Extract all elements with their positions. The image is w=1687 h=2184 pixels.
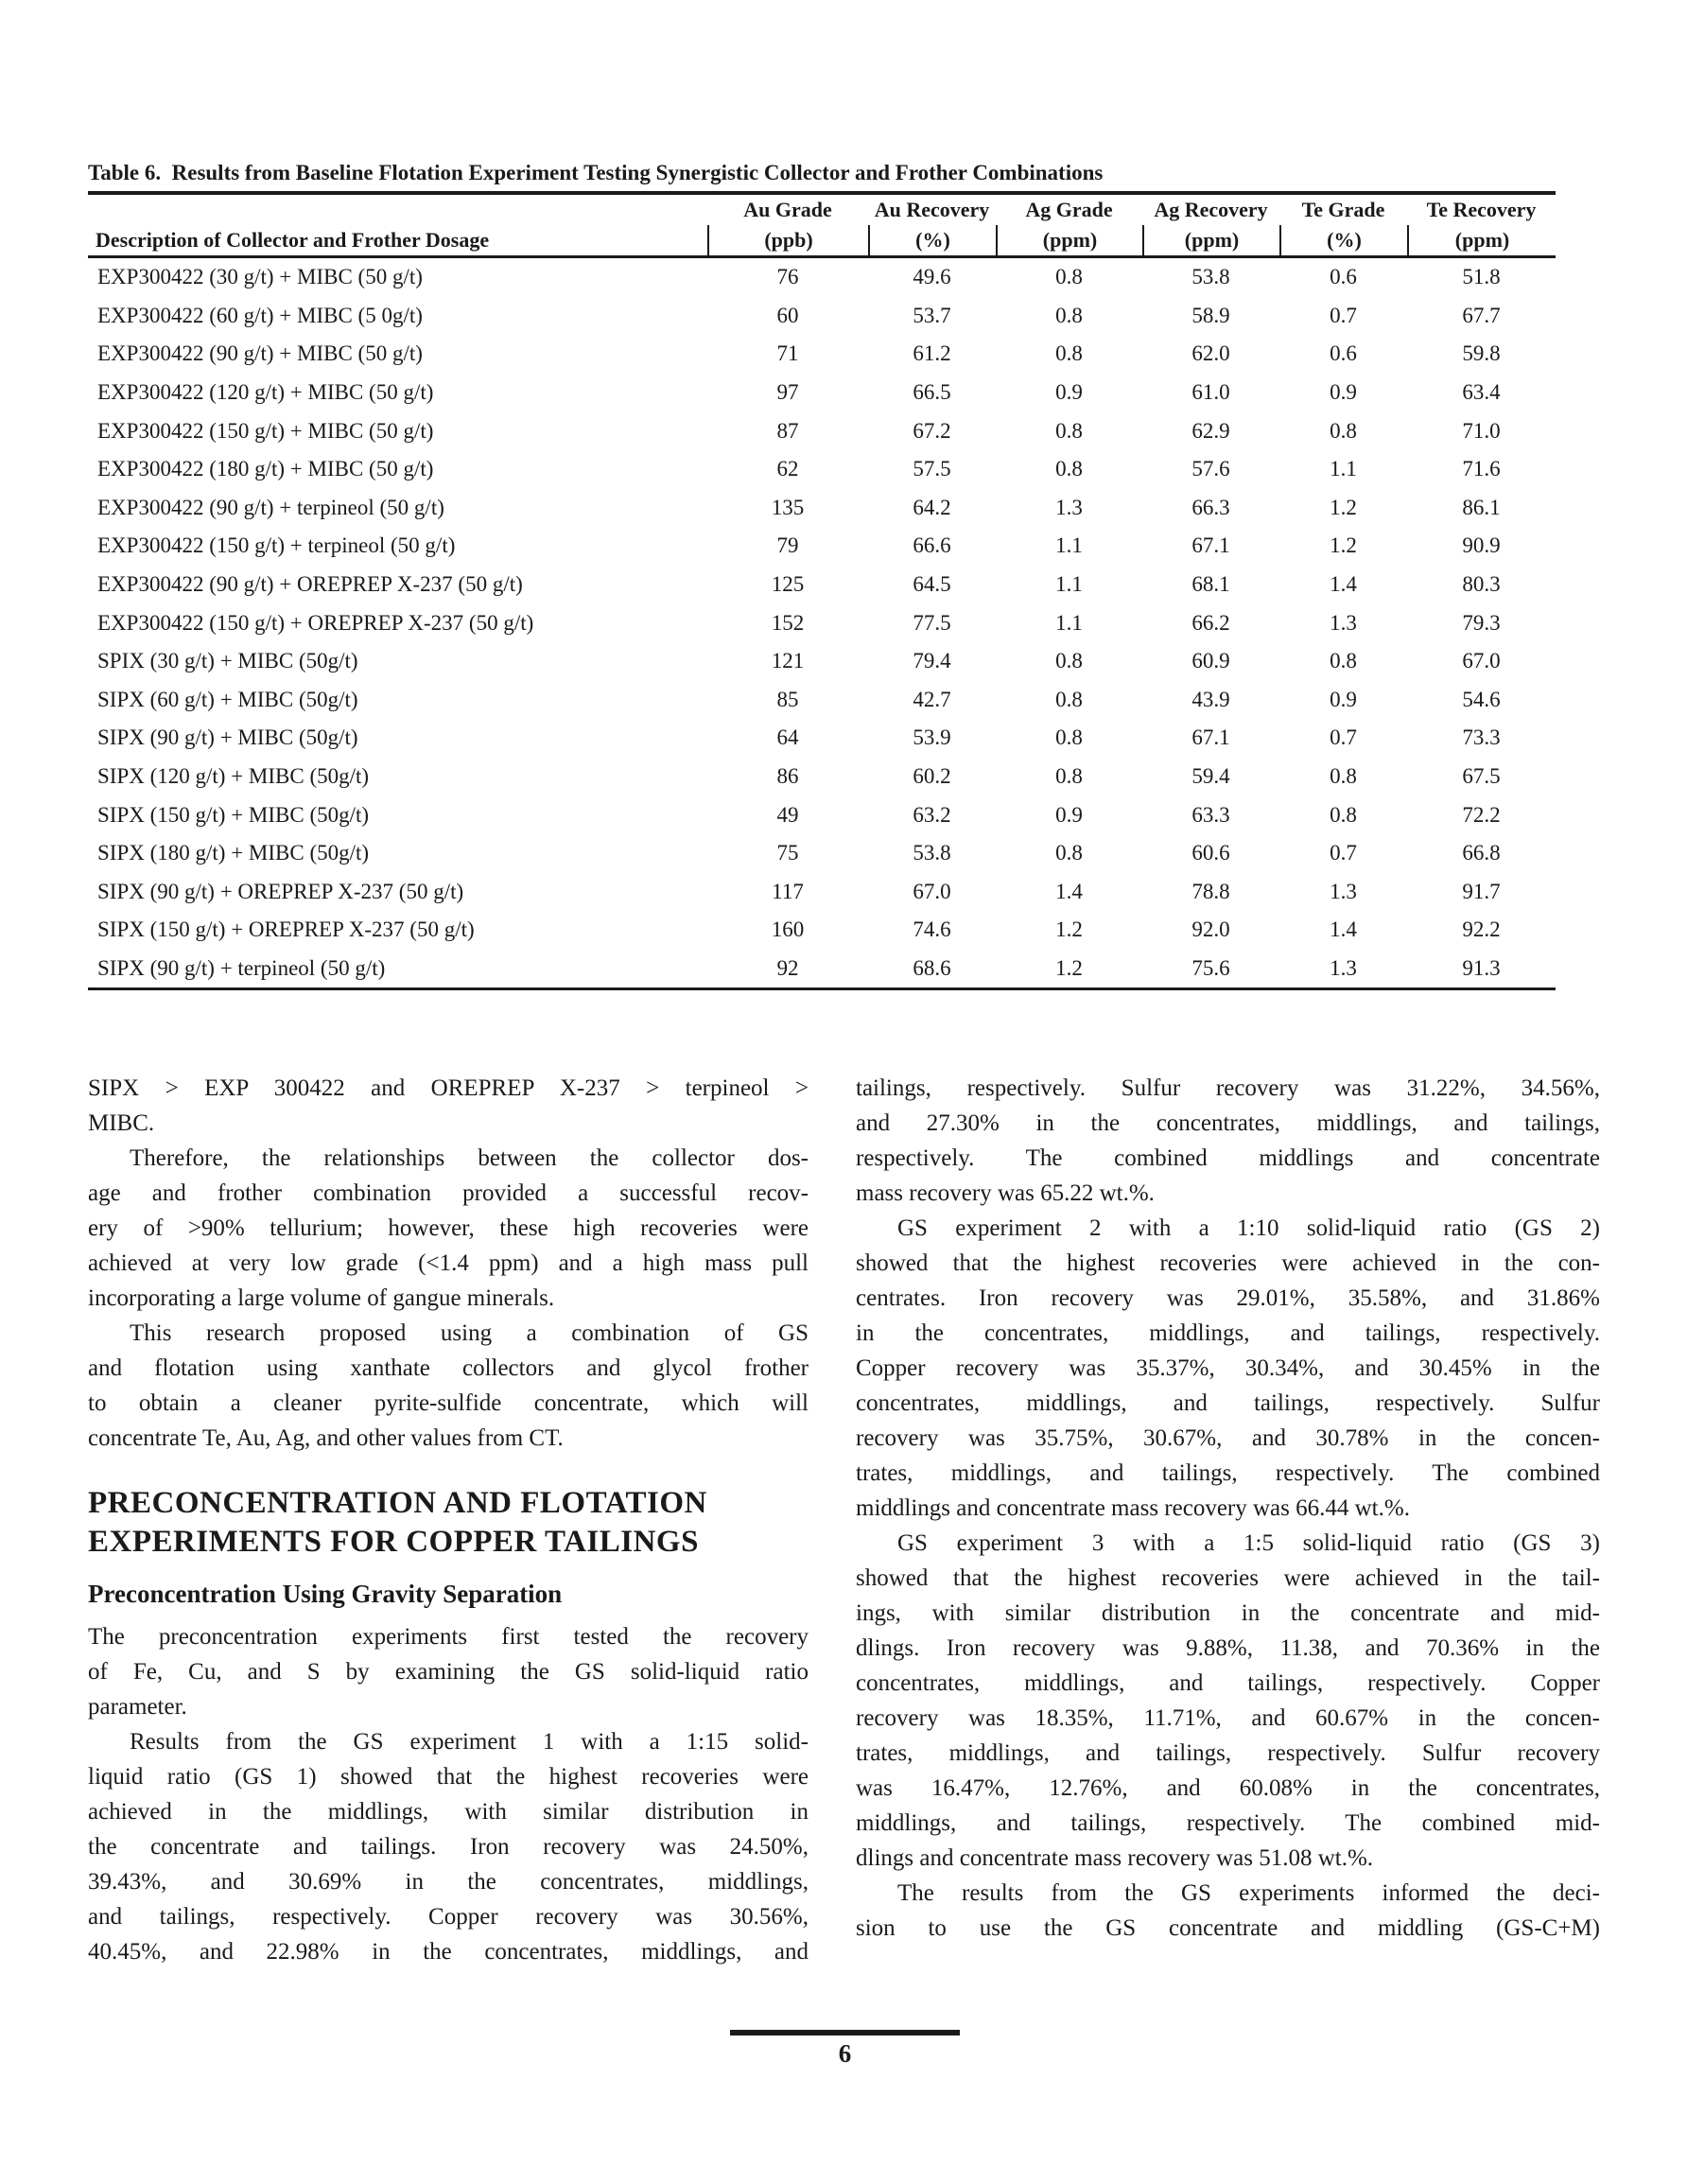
row-value: 67.2 xyxy=(913,418,951,443)
row-value: 125 xyxy=(771,572,805,597)
row-value: 0.8 xyxy=(1055,649,1083,673)
row-value: 68.6 xyxy=(913,955,951,980)
row-value: 91.7 xyxy=(1462,879,1501,903)
row-value: 61.2 xyxy=(913,341,951,366)
paragraph-line: showed that the highest recoveries were achieved in the con- xyxy=(856,1250,1600,1276)
row-value: 1.2 xyxy=(1330,495,1357,519)
table-row xyxy=(88,527,1556,566)
row-value: 0.7 xyxy=(1330,841,1357,865)
column-header-ag-grade: Ag Grade xyxy=(1025,198,1113,221)
row-value: 79.3 xyxy=(1462,610,1501,635)
row-value: 67.1 xyxy=(1191,725,1230,750)
row-value: 62.9 xyxy=(1191,418,1230,443)
paragraph-line: showed that the highest recoveries were achieved in the tail- xyxy=(856,1565,1600,1591)
row-value: 66.6 xyxy=(913,533,951,558)
row-value: 73.3 xyxy=(1462,725,1501,750)
row-description: SIPX (120 g/t) + MIBC (50g/t) xyxy=(97,764,370,789)
row-value: 43.9 xyxy=(1191,687,1230,711)
row-description: EXP300422 (150 g/t) + OREPREP X-237 (50 g/t) xyxy=(97,610,534,635)
row-value: 66.2 xyxy=(1191,610,1230,635)
row-description: EXP300422 (150 g/t) + MIBC (50 g/t) xyxy=(97,418,434,443)
row-value: 117 xyxy=(772,879,804,903)
paragraph-line: middlings and concentrate mass recovery was 66.44 wt.%. xyxy=(856,1495,1410,1521)
paragraph-line: SIPX > EXP 300422 and OREPREP X-237 > terpineol > xyxy=(88,1075,809,1101)
row-value: 54.6 xyxy=(1462,687,1501,711)
row-value: 0.9 xyxy=(1055,380,1083,405)
row-description: EXP300422 (30 g/t) + MIBC (50 g/t) xyxy=(97,265,423,289)
row-value: 67.0 xyxy=(1462,649,1501,673)
row-value: 53.8 xyxy=(1191,265,1230,289)
row-value: 74.6 xyxy=(913,917,951,942)
row-value: 68.1 xyxy=(1191,572,1230,597)
row-value: 0.8 xyxy=(1055,687,1083,711)
row-value: 49 xyxy=(776,802,799,827)
section-heading xyxy=(88,1484,809,1562)
row-description: SPIX (30 g/t) + MIBC (50g/t) xyxy=(97,649,358,673)
column-header-te-grade: Te Grade xyxy=(1301,198,1385,221)
table-header xyxy=(88,195,1556,258)
body-left-column xyxy=(88,1071,809,1969)
row-value: 66.8 xyxy=(1462,841,1501,865)
row-value: 57.6 xyxy=(1191,457,1230,481)
paragraph-line: ery of >90% tellurium; however, these high recoveries were xyxy=(88,1215,809,1241)
paragraph-line: and 27.30% in the concentrates, middlings, and tailings, xyxy=(856,1110,1600,1136)
row-description: EXP300422 (90 g/t) + MIBC (50 g/t) xyxy=(97,341,423,366)
heading-line: Preconcentration Using Gravity Separation xyxy=(88,1580,563,1608)
row-value: 0.8 xyxy=(1055,418,1083,443)
row-value: 86 xyxy=(776,764,799,789)
row-description: SIPX (180 g/t) + MIBC (50g/t) xyxy=(97,841,370,865)
row-value: 1.1 xyxy=(1055,533,1083,558)
row-value: 1.1 xyxy=(1055,610,1083,635)
row-description: EXP300422 (120 g/t) + MIBC (50 g/t) xyxy=(97,380,434,405)
row-value: 0.8 xyxy=(1330,764,1357,789)
row-value: 63.3 xyxy=(1191,802,1230,827)
row-value: 71.0 xyxy=(1462,418,1501,443)
row-value: 67.5 xyxy=(1462,764,1501,789)
row-value: 67.0 xyxy=(913,879,951,903)
column-unit-te-recovery: (ppm) xyxy=(1407,225,1556,255)
row-value: 78.8 xyxy=(1191,879,1230,903)
footer-rule xyxy=(730,2030,960,2035)
row-value: 121 xyxy=(771,649,805,673)
table-row xyxy=(88,642,1556,681)
row-value: 1.1 xyxy=(1055,572,1083,597)
paragraph xyxy=(856,1526,1600,1876)
row-value: 51.8 xyxy=(1462,265,1501,289)
paragraph-line: tailings, respectively. Sulfur recovery was 31.22%, 34.56%, xyxy=(856,1075,1600,1101)
paragraph-line: Therefore, the relationships between the collector dos- xyxy=(130,1145,809,1171)
paragraph-line: liquid ratio (GS 1) showed that the highest recoveries were xyxy=(88,1764,809,1790)
row-value: 135 xyxy=(771,495,805,519)
row-description: SIPX (150 g/t) + OREPREP X-237 (50 g/t) xyxy=(97,917,475,942)
row-value: 0.8 xyxy=(1330,649,1357,673)
row-description: SIPX (60 g/t) + MIBC (50g/t) xyxy=(97,687,358,711)
paragraph-line: achieved in the middlings, with similar distribution in xyxy=(88,1799,809,1825)
page-number: 6 xyxy=(838,2039,852,2068)
column-unit-te-grade: (%) xyxy=(1279,225,1407,255)
row-value: 76 xyxy=(776,265,799,289)
table-row xyxy=(88,411,1556,450)
row-value: 62 xyxy=(776,457,799,481)
table-row xyxy=(88,681,1556,720)
row-value: 0.8 xyxy=(1330,418,1357,443)
column-header-au-recovery: Au Recovery xyxy=(874,198,990,221)
paragraph xyxy=(856,1876,1600,1946)
row-description: SIPX (90 g/t) + MIBC (50g/t) xyxy=(97,725,358,750)
table-row xyxy=(88,719,1556,758)
paragraph-line: recovery was 35.75%, 30.67%, and 30.78% in the concen- xyxy=(856,1425,1600,1451)
paragraph-line: age and frother combination provided a successful recov- xyxy=(88,1180,809,1206)
row-value: 92 xyxy=(776,955,799,980)
row-description: SIPX (90 g/t) + terpineol (50 g/t) xyxy=(97,955,386,980)
row-value: 60.2 xyxy=(913,764,951,789)
paragraph xyxy=(88,1071,809,1141)
paragraph-line: achieved at very low grade (<1.4 ppm) and a high mass pull xyxy=(88,1250,809,1276)
row-value: 53.9 xyxy=(913,725,951,750)
table-row xyxy=(88,758,1556,796)
paragraph-line: and flotation using xanthate collectors and glycol frother xyxy=(88,1355,809,1381)
row-value: 0.8 xyxy=(1055,341,1083,366)
row-value: 77.5 xyxy=(913,610,951,635)
row-value: 53.8 xyxy=(913,841,951,865)
table-row xyxy=(88,873,1556,912)
paragraph-line: respectively. The combined middlings and concentrate xyxy=(856,1145,1600,1171)
paragraph-line: Results from the GS experiment 1 with a 1:15 solid- xyxy=(130,1729,809,1755)
paragraph-line: to obtain a cleaner pyrite-sulfide concentrate, which will xyxy=(88,1390,809,1416)
paragraph-line: 40.45%, and 22.98% in the concentrates, middlings, and xyxy=(88,1939,809,1965)
paragraph-line: parameter. xyxy=(88,1694,187,1720)
paragraph xyxy=(88,1316,809,1456)
row-value: 0.9 xyxy=(1055,802,1083,827)
row-description: EXP300422 (90 g/t) + terpineol (50 g/t) xyxy=(97,495,444,519)
row-value: 79 xyxy=(776,533,799,558)
row-value: 0.6 xyxy=(1330,265,1357,289)
row-value: 1.3 xyxy=(1055,495,1083,519)
row-value: 91.3 xyxy=(1462,955,1501,980)
table-row xyxy=(88,603,1556,642)
paragraph xyxy=(856,1211,1600,1526)
row-value: 1.4 xyxy=(1330,917,1357,942)
row-value: 62.0 xyxy=(1191,341,1230,366)
column-unit-ag-recovery: (ppm) xyxy=(1142,225,1279,255)
table-row xyxy=(88,335,1556,374)
paragraph-line: trates, middlings, and tailings, respectively. The combined xyxy=(856,1460,1600,1486)
row-description: SIPX (90 g/t) + OREPREP X-237 (50 g/t) xyxy=(97,879,464,903)
row-description: EXP300422 (150 g/t) + terpineol (50 g/t) xyxy=(97,533,456,558)
paragraph-line: MIBC. xyxy=(88,1110,155,1136)
paragraph-line: ings, with similar distribution in the concentrate and mid- xyxy=(856,1600,1600,1626)
paragraph-line: in the concentrates, middlings, and tailings, respectively. xyxy=(856,1320,1600,1346)
table-row xyxy=(88,834,1556,873)
paragraph-line: concentrate Te, Au, Ag, and other values from CT. xyxy=(88,1425,564,1451)
row-value: 79.4 xyxy=(913,649,951,673)
paragraph-line: concentrates, middlings, and tailings, respectively. Copper xyxy=(856,1670,1600,1696)
row-value: 1.2 xyxy=(1330,533,1357,558)
paragraph-line: mass recovery was 65.22 wt.%. xyxy=(856,1180,1155,1206)
row-value: 67.1 xyxy=(1191,533,1230,558)
row-value: 64.5 xyxy=(913,572,951,597)
heading-line: PRECONCENTRATION AND FLOTATION xyxy=(88,1486,707,1520)
row-value: 92.2 xyxy=(1462,917,1501,942)
row-value: 61.0 xyxy=(1191,380,1230,405)
table-row xyxy=(88,795,1556,834)
paragraph xyxy=(88,1724,809,1969)
paragraph-line: GS experiment 2 with a 1:10 solid-liquid ratio (GS 2) xyxy=(897,1215,1600,1241)
column-unit-au-grade: (ppb) xyxy=(707,225,868,255)
row-value: 64.2 xyxy=(913,495,951,519)
row-value: 57.5 xyxy=(913,457,951,481)
row-value: 0.9 xyxy=(1330,687,1357,711)
row-value: 0.8 xyxy=(1055,725,1083,750)
column-header-te-recovery: Te Recovery xyxy=(1426,198,1537,221)
row-value: 53.7 xyxy=(913,303,951,327)
row-value: 0.8 xyxy=(1055,764,1083,789)
table-row xyxy=(88,566,1556,604)
row-value: 1.2 xyxy=(1055,917,1083,942)
paragraph xyxy=(88,1141,809,1316)
row-description: SIPX (150 g/t) + MIBC (50g/t) xyxy=(97,802,370,827)
row-value: 87 xyxy=(776,418,799,443)
table-title: Table 6. Results from Baseline Flotation Experiment Testing Synergistic Collector and Frother Combinations xyxy=(88,157,1556,195)
table-row xyxy=(88,950,1556,988)
row-value: 0.8 xyxy=(1055,265,1083,289)
row-value: 0.7 xyxy=(1330,725,1357,750)
row-value: 60.9 xyxy=(1191,649,1230,673)
row-value: 92.0 xyxy=(1191,917,1230,942)
row-value: 0.8 xyxy=(1055,457,1083,481)
paragraph-line: trates, middlings, and tailings, respectively. Sulfur recovery xyxy=(856,1740,1600,1766)
row-value: 66.3 xyxy=(1191,495,1230,519)
row-value: 75 xyxy=(776,841,799,865)
row-value: 1.1 xyxy=(1330,457,1357,481)
row-value: 66.5 xyxy=(913,380,951,405)
paragraph xyxy=(856,1071,1600,1211)
row-value: 59.8 xyxy=(1462,341,1501,366)
row-value: 63.2 xyxy=(913,802,951,827)
row-value: 71.6 xyxy=(1462,457,1501,481)
row-value: 1.2 xyxy=(1055,955,1083,980)
paragraph-line: was 16.47%, 12.76%, and 60.08% in the concentrates, xyxy=(856,1775,1600,1801)
row-value: 0.8 xyxy=(1055,303,1083,327)
table-row xyxy=(88,911,1556,950)
column-unit-au-recovery: (%) xyxy=(868,225,996,255)
row-value: 59.4 xyxy=(1191,764,1230,789)
row-value: 1.4 xyxy=(1055,879,1083,903)
subsection-heading xyxy=(88,1577,809,1612)
paragraph-line: recovery was 18.35%, 11.71%, and 60.67% in the concen- xyxy=(856,1705,1600,1731)
row-value: 63.4 xyxy=(1462,380,1501,405)
paragraph-line: dlings and concentrate mass recovery was 51.08 wt.%. xyxy=(856,1845,1374,1871)
paragraph-line: centrates. Iron recovery was 29.01%, 35.58%, and 31.86% xyxy=(856,1285,1600,1311)
row-value: 80.3 xyxy=(1462,572,1501,597)
row-value: 1.3 xyxy=(1330,955,1357,980)
column-header-au-grade: Au Grade xyxy=(743,198,832,221)
paragraph-line: GS experiment 3 with a 1:5 solid-liquid ratio (GS 3) xyxy=(897,1530,1600,1556)
row-value: 42.7 xyxy=(913,687,951,711)
body-right-column xyxy=(856,1071,1600,1946)
row-value: 86.1 xyxy=(1462,495,1501,519)
row-description: EXP300422 (60 g/t) + MIBC (5 0g/t) xyxy=(97,303,423,327)
row-value: 58.9 xyxy=(1191,303,1230,327)
row-value: 97 xyxy=(776,380,799,405)
row-description: EXP300422 (90 g/t) + OREPREP X-237 (50 g/t) xyxy=(97,572,523,597)
column-header-description-spacer xyxy=(88,195,707,225)
row-value: 160 xyxy=(771,917,805,942)
heading-line: EXPERIMENTS FOR COPPER TAILINGS xyxy=(88,1525,699,1559)
column-unit-ag-grade: (ppm) xyxy=(996,225,1142,255)
results-table xyxy=(88,157,1556,990)
paragraph-line: 39.43%, and 30.69% in the concentrates, middlings, xyxy=(88,1869,809,1895)
row-value: 60 xyxy=(776,303,799,327)
row-value: 1.3 xyxy=(1330,610,1357,635)
row-value: 90.9 xyxy=(1462,533,1501,558)
paragraph-line: The results from the GS experiments informed the deci- xyxy=(897,1880,1600,1906)
row-value: 152 xyxy=(771,610,805,635)
paragraph-line: and tailings, respectively. Copper recovery was 30.56%, xyxy=(88,1904,809,1930)
paragraph-line: The preconcentration experiments first tested the recovery xyxy=(88,1624,809,1650)
row-value: 85 xyxy=(776,687,799,711)
table-row xyxy=(88,489,1556,528)
paragraph-line: dlings. Iron recovery was 9.88%, 11.38, and 70.36% in the xyxy=(856,1635,1600,1661)
table-body xyxy=(88,258,1556,990)
paragraph-line: middlings, and tailings, respectively. The combined mid- xyxy=(856,1810,1600,1836)
row-description: EXP300422 (180 g/t) + MIBC (50 g/t) xyxy=(97,457,434,481)
row-value: 1.4 xyxy=(1330,572,1357,597)
paragraph-line: This research proposed using a combination of GS xyxy=(130,1320,809,1346)
table-row xyxy=(88,374,1556,412)
row-value: 0.8 xyxy=(1330,802,1357,827)
row-value: 0.6 xyxy=(1330,341,1357,366)
table-row xyxy=(88,450,1556,489)
row-value: 0.8 xyxy=(1055,841,1083,865)
row-value: 0.9 xyxy=(1330,380,1357,405)
paragraph-line: concentrates, middlings, and tailings, respectively. Sulfur xyxy=(856,1390,1600,1416)
row-value: 67.7 xyxy=(1462,303,1501,327)
row-value: 60.6 xyxy=(1191,841,1230,865)
column-header-description: Description of Collector and Frother Dosage xyxy=(96,228,490,252)
paragraph xyxy=(88,1619,809,1724)
paragraph-line: of Fe, Cu, and S by examining the GS solid-liquid ratio xyxy=(88,1659,809,1685)
row-value: 0.7 xyxy=(1330,303,1357,327)
row-value: 1.3 xyxy=(1330,879,1357,903)
paragraph-line: Copper recovery was 35.37%, 30.34%, and 30.45% in the xyxy=(856,1355,1600,1381)
row-value: 75.6 xyxy=(1191,955,1230,980)
row-value: 72.2 xyxy=(1462,802,1501,827)
paragraph-line: incorporating a large volume of gangue minerals. xyxy=(88,1285,555,1311)
column-header-ag-recovery: Ag Recovery xyxy=(1154,198,1268,221)
row-value: 71 xyxy=(776,341,799,366)
paragraph-line: the concentrate and tailings. Iron recovery was 24.50%, xyxy=(88,1834,809,1860)
row-value: 49.6 xyxy=(913,265,951,289)
row-value: 64 xyxy=(776,725,799,750)
table-row xyxy=(88,297,1556,336)
paragraph-line: sion to use the GS concentrate and middling (GS-C+M) xyxy=(856,1915,1600,1941)
table-row xyxy=(88,258,1556,297)
